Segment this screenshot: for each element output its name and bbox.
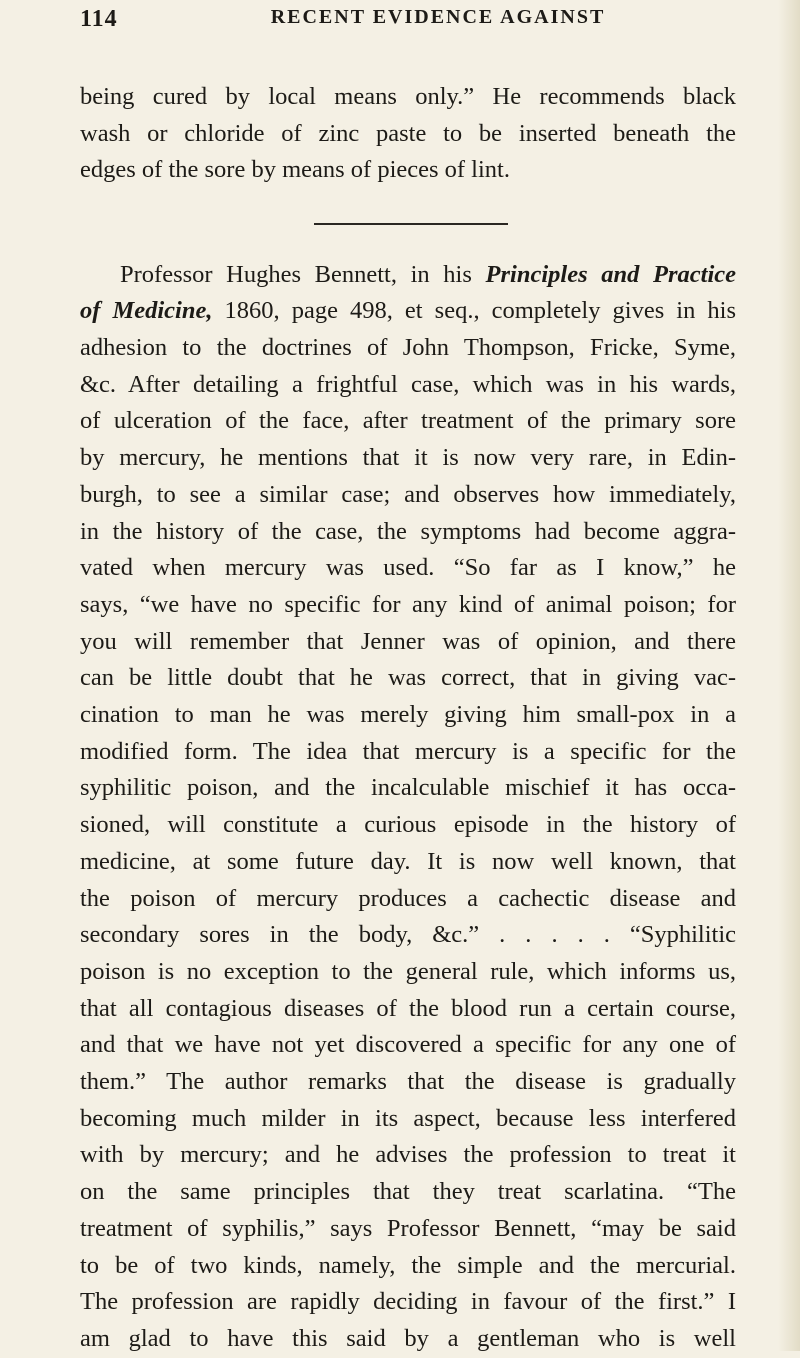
running-head: RECENT EVIDENCE AGAINST: [270, 6, 606, 28]
text-line: that all contagious diseases of the blood run a certain course,: [80, 994, 736, 1022]
text-line: being cured by local means only.” He recommends black: [80, 83, 736, 110]
text-line: of ulceration of the face, after treatment of the primary sore: [80, 407, 736, 435]
text-line: says, “we have no specific for any kind of animal poison; for: [80, 590, 736, 618]
text-line: cination to man he was merely giving him small-pox in a: [80, 701, 736, 729]
text-line: am glad to have this said by a gentleman who is well: [80, 1325, 736, 1352]
text-line: edges of the sore by means of pieces of lint.: [80, 156, 510, 184]
page-number: 114: [80, 6, 118, 32]
text-line: vated when mercury was used. “So far as I know,” he: [80, 554, 736, 582]
text-line: modified form. The idea that mercury is a specific for the: [80, 737, 736, 765]
text-line: [80, 257, 736, 294]
book-title: Principles and Practice: [485, 260, 737, 288]
page-header: [80, 6, 736, 46]
text-line: poison is no exception to the general rule, which informs us,: [80, 957, 736, 985]
text-line: with by mercury; and he advises the profession to treat it: [80, 1141, 736, 1169]
text-line: on the same principles that they treat scarlatina. “The: [80, 1178, 736, 1206]
book-title: of Medicine,: [80, 297, 213, 325]
text-line: treatment of syphilis,” says Professor Bennett, “may be said: [80, 1214, 736, 1242]
section-divider: [314, 223, 508, 225]
text-line: The profession are rapidly deciding in favour of the first.” I: [80, 1288, 736, 1316]
text-line: can be little doubt that he was correct, that in giving vac-: [80, 664, 736, 692]
text-line: by mercury, he mentions that it is now very rare, in Edin-: [80, 444, 736, 472]
text-line: [80, 293, 736, 330]
text-line: sioned, will constitute a curious episode in the history of: [80, 811, 736, 839]
body-text: [80, 79, 736, 1358]
text-line: secondary sores in the body, &c.” . . . . . “Syphilitic: [80, 921, 736, 949]
page-edge-shadow: [778, 0, 800, 1351]
text-segment: 1860, page 498, et seq., completely gives in his: [212, 297, 736, 325]
text-segment: Professor Hughes Bennett, in his: [120, 260, 486, 288]
text-line: burgh, to see a similar case; and observes how immediately,: [80, 480, 736, 508]
text-line: in the history of the case, the symptoms had become aggra-: [80, 517, 736, 545]
text-line: adhesion to the doctrines of John Thompson, Fricke, Syme,: [80, 334, 736, 362]
text-line: becoming much milder in its aspect, because less interfered: [80, 1104, 736, 1132]
text-line: wash or chloride of zinc paste to be inserted beneath the: [80, 119, 736, 147]
text-line: medicine, at some future day. It is now well known, that: [80, 847, 736, 875]
text-line: syphilitic poison, and the incalculable mischief it has occa-: [80, 774, 736, 802]
text-line: to be of two kinds, namely, the simple and the mercurial.: [80, 1251, 736, 1279]
text-line: the poison of mercury produces a cachectic disease and: [80, 884, 736, 912]
text-line: and that we have not yet discovered a specific for any one of: [80, 1031, 736, 1059]
text-line: them.” The author remarks that the disease is gradually: [80, 1068, 736, 1096]
text-line: &c. After detailing a frightful case, which was in his wards,: [80, 370, 736, 398]
text-line: you will remember that Jenner was of opinion, and there: [80, 627, 736, 655]
